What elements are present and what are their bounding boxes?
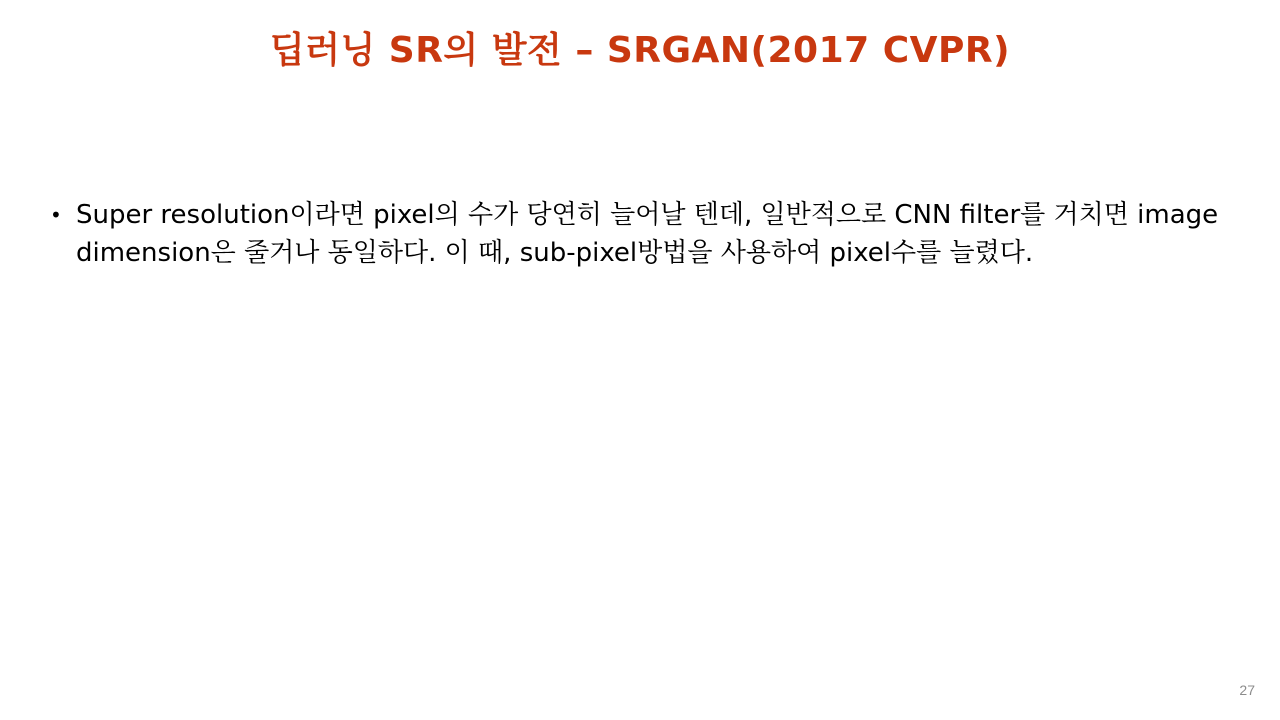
bullet-marker: •: [50, 203, 62, 227]
bullet-item: [50, 196, 1230, 272]
slide-content: [50, 196, 1230, 272]
bullet-text: Super resolution이라면 pixel의 수가 당연히 늘어날 텐데, 일반적으로 CNN filter를 거치면 image dimension은 줄거나 동일하다. 이 때, sub-pixel방법을 사용하여 pixel수를 늘렸다.: [76, 200, 1219, 268]
page-number: 27: [1239, 682, 1255, 698]
slide-title: 딥러닝 SR의 발전 – SRGAN(2017 CVPR): [269, 30, 1011, 71]
